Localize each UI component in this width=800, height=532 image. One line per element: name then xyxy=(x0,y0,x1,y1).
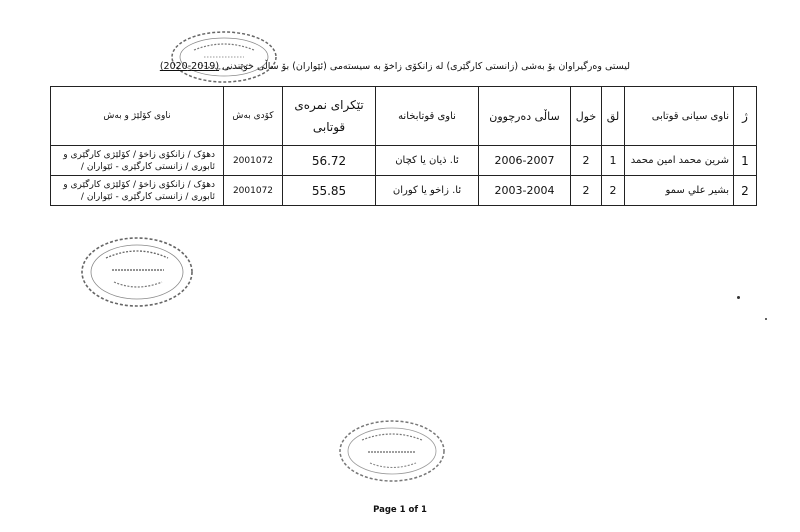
scan-speck xyxy=(737,296,740,299)
row-dept-line1: دهۆک / زانکۆی زاخۆ / کۆلێژی کارگێری و xyxy=(63,149,215,160)
row-dept xyxy=(51,146,224,176)
table-row xyxy=(51,146,757,176)
table-header-row xyxy=(51,87,757,146)
row-round: 2 xyxy=(571,176,602,206)
page-footer: Page 1 of 1 xyxy=(373,505,427,515)
row-stage: 1 xyxy=(602,146,625,176)
row-average: 56.72 xyxy=(283,146,376,176)
official-stamp-bottom xyxy=(336,416,448,486)
row-year: 2006-2007 xyxy=(479,146,571,176)
header-average-line2: قوتابی xyxy=(312,120,346,134)
header-average-line1: تێکرای نمرەی xyxy=(294,98,364,112)
header-stage: لق xyxy=(602,87,625,146)
row-dept xyxy=(51,176,224,206)
row-round: 2 xyxy=(571,146,602,176)
document-title xyxy=(90,60,630,74)
row-school: ئا. زاخو یا کوران xyxy=(376,176,479,206)
row-num: 1 xyxy=(734,146,757,176)
admissions-table xyxy=(50,86,757,206)
table-row xyxy=(51,176,757,206)
row-num: 2 xyxy=(734,176,757,206)
row-school: ئا. ذیان یا کچان xyxy=(376,146,479,176)
row-code: 2001072 xyxy=(224,146,283,176)
header-year: ساڵی دەرچوون xyxy=(479,87,571,146)
row-stage: 2 xyxy=(602,176,625,206)
row-name: بشیر علي سمو xyxy=(625,176,734,206)
row-dept-line1: دهۆک / زانکۆی زاخۆ / کۆلێژی کارگێری و xyxy=(63,179,215,190)
header-average xyxy=(283,87,376,146)
row-dept-line2: ئابوری / زانستی کارگێری - ئێواران / xyxy=(80,161,215,172)
header-round: خول xyxy=(571,87,602,146)
header-dept: ناوی کۆلێژ و بەش xyxy=(51,87,224,146)
official-stamp-middle xyxy=(78,232,196,312)
row-name: شرین محمد امین محمد xyxy=(625,146,734,176)
header-code: کۆدی بەش xyxy=(224,87,283,146)
title-year: (2019-2020) xyxy=(159,61,220,72)
title-main: لیستی وەرگیراوان بۆ بەشی (زانستی کارگێری) لە زانکۆی زاخۆ بە سیستەمی (ئێواران) بۆ ساڵی خوێندنی xyxy=(222,61,630,72)
header-school: ناوی قوتابخانە xyxy=(376,87,479,146)
row-code: 2001072 xyxy=(224,176,283,206)
official-stamp-top xyxy=(168,28,280,86)
row-year: 2003-2004 xyxy=(479,176,571,206)
row-average: 55.85 xyxy=(283,176,376,206)
scan-speck xyxy=(765,318,767,320)
header-name: ناوی سیانی قوتابی xyxy=(625,87,734,146)
row-dept-line2: ئابوری / زانستی کارگێری - ئێواران / xyxy=(80,191,215,202)
header-num: ژ xyxy=(734,87,757,146)
